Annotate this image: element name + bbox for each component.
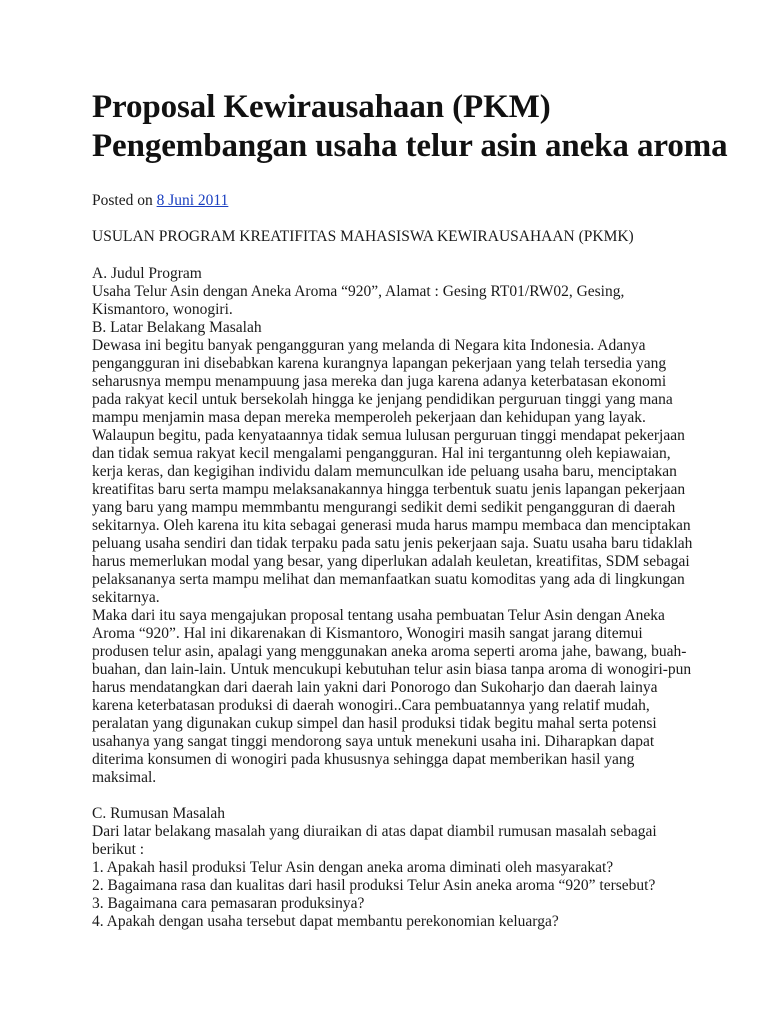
section-b-paragraph-1 (92, 337, 732, 607)
text-line: Usaha Telur Asin dengan Aneka Aroma “920”, Alamat : Gesing RT01/RW02, Gesing, (92, 283, 625, 300)
text-line: 3. Bagaimana cara pemasaran produksinya? (92, 895, 365, 912)
text-line: kreatifitas baru serta mampu melaksanakannya hingga terbentuk suatu jenis lapangan pekerjaan (92, 481, 686, 498)
text-line: kerja keras, dan kegigihan individu dalam memunculkan ide peluang usaha baru, menciptakan (92, 463, 677, 480)
text-line: usahanya yang sangat tinggi mendorong saya untuk menekuni usaha ini. Diharapkan dapat (92, 733, 655, 750)
text-line: sekitarnya. (92, 589, 160, 606)
program-heading: USULAN PROGRAM KREATIFITAS MAHASISWA KEWIRAUSAHAAN (PKMK) (92, 228, 634, 245)
text-line: diterima konsumen di wonogiri pada khususnya sehingga dapat memberikan hasil yang (92, 751, 635, 768)
text-line: harus mendatangkan dari daerah lain yakni dari Ponorogo dan Sukoharjo dan daerah lainya (92, 679, 658, 696)
text-line: 4. Apakah dengan usaha tersebut dapat membantu perekonomian keluarga? (92, 913, 559, 930)
text-line: produsen telur asin, apalagi yang menggunakan aneka aroma seperti aroma jahe, bawang, buah- (92, 643, 687, 660)
text-line: pengangguran ini disebabkan karena kurangnya lapangan pekerjaan yang telah tersedia yang (92, 355, 667, 372)
text-line: yang baru yang mampu memmbantu mengurangi sedikit demi sedikit pengangguran di daerah (92, 499, 676, 516)
post-meta (92, 192, 732, 210)
document-page (92, 88, 732, 931)
text-line: 2. Bagaimana rasa dan kualitas dari hasil produksi Telur Asin aneka aroma “920” tersebut? (92, 877, 656, 894)
section-b-heading: B. Latar Belakang Masalah (92, 319, 262, 336)
text-line: sekitarnya. Oleh karena itu kita sebagai generasi muda harus mampu membaca dan menciptakan (92, 517, 691, 534)
text-line: Walaupun begitu, pada kenyataannya tidak semua lulusan perguruan tinggi mendapat pekerjaan (92, 427, 685, 444)
document-body (92, 265, 732, 931)
section-a-text (92, 283, 732, 319)
section-c-heading: C. Rumusan Masalah (92, 805, 226, 822)
text-line: buahan, dan lain-lain. Untuk mencukupi kebutuhan telur asin biasa tanpa aroma di wonogiri-pun (92, 661, 692, 678)
text-line: Maka dari itu saya mengajukan proposal tentang usaha pembuatan Telur Asin dengan Aneka (92, 607, 665, 624)
text-line: harus memerlukan modal yang besar, yang diperlukan adalah keuletan, kreatifitas, SDM sebagai (92, 553, 690, 570)
text-line: maksimal. (92, 769, 157, 786)
title-line: Pengembangan usaha telur asin aneka aroma (92, 128, 728, 164)
section-a-heading: A. Judul Program (92, 265, 202, 282)
text-line: 1. Apakah hasil produksi Telur Asin dengan aneka aroma diminati oleh masyarakat? (92, 859, 614, 876)
section-c-questions (92, 859, 732, 931)
posted-label: Posted on (92, 192, 153, 209)
page-title (92, 88, 732, 166)
text-line: karena keterbatasan produksi di daerah wonogiri..Cara pembuatannya yang relatif mudah, (92, 697, 650, 714)
section-c-intro (92, 823, 732, 859)
text-line: mampu menjamin masa depan mereka memperoleh pekerjaan dan kehidupan yang layak. (92, 409, 646, 426)
text-line: pada rakyat kecil untuk bersekolah hingga ke jenjang pendidikan perguruan tinggi yang mana (92, 391, 673, 408)
posted-date-link[interactable]: 8 Juni 2011 (156, 192, 229, 209)
text-line: Aroma “920”. Hal ini dikarenakan di Kismantoro, Wonogiri masih sangat jarang ditemui (92, 625, 643, 642)
text-line: peluang usaha sendiri dan tidak terpaku pada satu jenis pekerjaan saja. Suatu usaha baru tidaklah (92, 535, 693, 552)
text-line: berikut : (92, 841, 145, 858)
text-line: Dewasa ini begitu banyak pengangguran yang melanda di Negara kita Indonesia. Adanya (92, 337, 646, 354)
text-line: Dari latar belakang masalah yang diuraikan di atas dapat diambil rumusan masalah sebagai (92, 823, 657, 840)
text-line: Kismantoro, wonogiri. (92, 301, 233, 318)
text-line: peralatan yang digunakan cukup simpel dan hasil produksi tidak begitu mahal serta potensi (92, 715, 657, 732)
text-line: pelaksananya serta mampu melihat dan memanfaatkan suatu komoditas yang ada di lingkungan (92, 571, 685, 588)
title-line: Proposal Kewirausahaan (PKM) (92, 89, 551, 125)
text-line: dan tidak semua rakyat kecil mengalami pengangguran. Hal ini tergantunng oleh kepiawaian, (92, 445, 671, 462)
text-line: seharusnya mempu menampuung jasa mereka dan juga karena adanya keterbatasan ekonomi (92, 373, 667, 390)
section-b-paragraph-2 (92, 607, 732, 787)
